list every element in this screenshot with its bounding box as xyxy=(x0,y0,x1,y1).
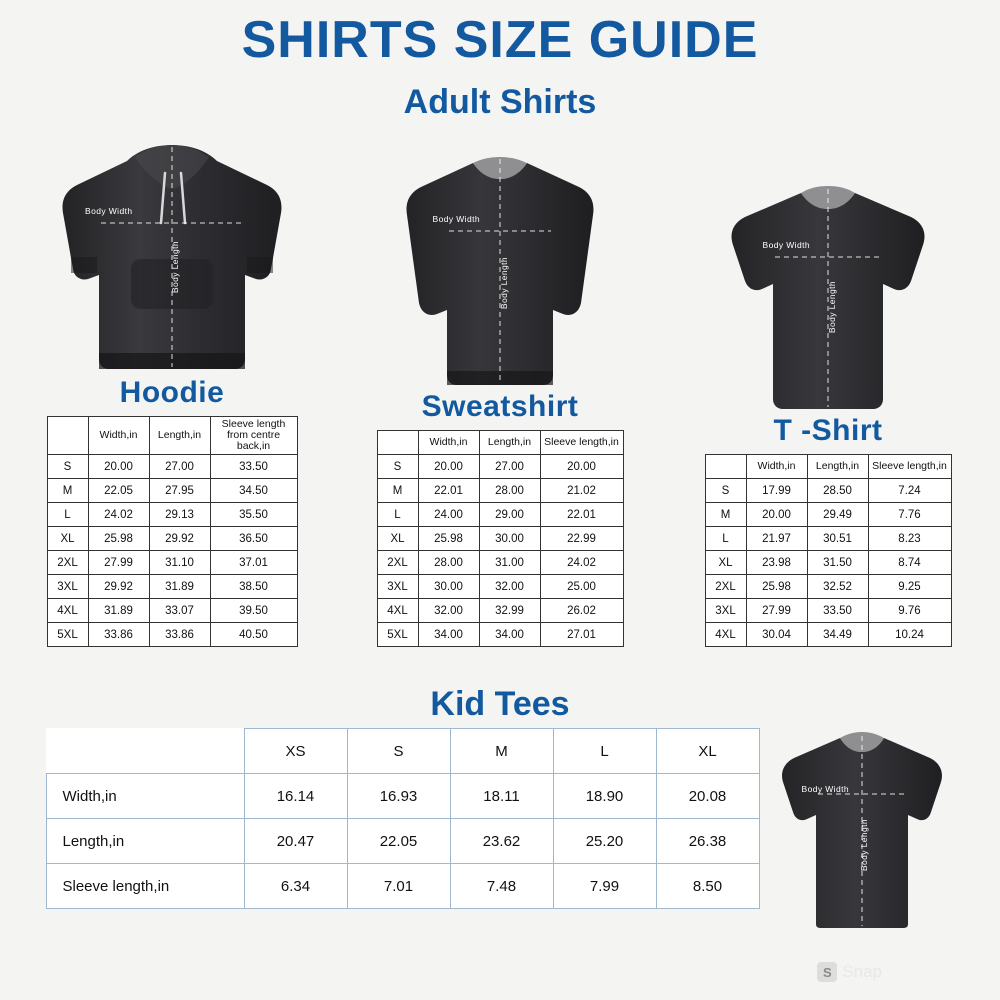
hoodie-body-width-label: Body Width xyxy=(85,206,133,217)
hoodie-body-length-label: Body Length xyxy=(170,241,181,294)
table-header-row xyxy=(46,729,759,774)
cell-value: 18.11 xyxy=(450,774,553,819)
cell-size: 5XL xyxy=(377,623,418,647)
table-row xyxy=(47,623,297,647)
cell-sleeve: 7.24 xyxy=(868,479,951,503)
table-row xyxy=(47,599,297,623)
cell-sleeve: 21.02 xyxy=(540,479,623,503)
cell-width: 23.98 xyxy=(746,551,807,575)
kid-col-xs: XS xyxy=(244,729,347,774)
cell-length: 28.50 xyxy=(807,479,868,503)
cell-value: 8.50 xyxy=(656,864,759,909)
cell-length: 29.49 xyxy=(807,503,868,527)
cell-width: 27.99 xyxy=(88,551,149,575)
cell-width: 20.00 xyxy=(746,503,807,527)
cell-length: 31.10 xyxy=(149,551,210,575)
table-header-row xyxy=(47,417,297,455)
cell-sleeve: 40.50 xyxy=(210,623,297,647)
kid-size-table xyxy=(46,728,760,909)
tshirt-col-length: Length,in xyxy=(807,455,868,479)
cell-width: 21.97 xyxy=(746,527,807,551)
page-title: SHIRTS SIZE GUIDE xyxy=(241,11,759,69)
cell-size: L xyxy=(377,503,418,527)
cell-width: 22.05 xyxy=(88,479,149,503)
table-row xyxy=(377,503,623,527)
sweatshirt-illustration xyxy=(393,148,608,388)
cell-length: 29.92 xyxy=(149,527,210,551)
kid-col-m: M xyxy=(450,729,553,774)
watermark xyxy=(817,962,882,982)
cell-length: 31.89 xyxy=(149,575,210,599)
cell-size: 2XL xyxy=(47,551,88,575)
cell-sleeve: 34.50 xyxy=(210,479,297,503)
cell-sleeve: 24.02 xyxy=(540,551,623,575)
cell-sleeve: 37.01 xyxy=(210,551,297,575)
cell-sleeve: 27.01 xyxy=(540,623,623,647)
hoodie-col-width: Width,in xyxy=(88,417,149,455)
table-row xyxy=(377,623,623,647)
hoodie-size-table xyxy=(47,416,298,647)
garment-block-tshirt xyxy=(683,172,973,647)
cell-sleeve: 8.74 xyxy=(868,551,951,575)
cell-size: S xyxy=(377,455,418,479)
table-row xyxy=(705,599,951,623)
cell-width: 24.00 xyxy=(418,503,479,527)
cell-size: M xyxy=(47,479,88,503)
cell-sleeve: 9.76 xyxy=(868,599,951,623)
table-row xyxy=(46,864,759,909)
tshirt-col-size xyxy=(705,455,746,479)
cell-width: 30.00 xyxy=(418,575,479,599)
cell-sleeve: 7.76 xyxy=(868,503,951,527)
cell-length: 33.07 xyxy=(149,599,210,623)
cell-width: 25.98 xyxy=(88,527,149,551)
table-row xyxy=(705,551,951,575)
cell-length: 34.00 xyxy=(479,623,540,647)
cell-value: 20.47 xyxy=(244,819,347,864)
cell-width: 24.02 xyxy=(88,503,149,527)
cell-width: 34.00 xyxy=(418,623,479,647)
adult-section-heading: Adult Shirts xyxy=(403,83,597,122)
cell-size: 4XL xyxy=(705,623,746,647)
tshirt-illustration xyxy=(721,172,936,412)
cell-sleeve: 22.99 xyxy=(540,527,623,551)
garment-name-hoodie: Hoodie xyxy=(119,376,225,410)
garment-name-sweatshirt: Sweatshirt xyxy=(421,390,579,424)
cell-sleeve: 36.50 xyxy=(210,527,297,551)
cell-size: 2XL xyxy=(705,575,746,599)
table-row xyxy=(377,599,623,623)
cell-size: 3XL xyxy=(705,599,746,623)
cell-width: 20.00 xyxy=(418,455,479,479)
table-row xyxy=(705,623,951,647)
kid-tshirt-illustration xyxy=(770,728,955,923)
cell-length: 30.51 xyxy=(807,527,868,551)
table-row xyxy=(47,503,297,527)
cell-value: 16.14 xyxy=(244,774,347,819)
table-row xyxy=(47,575,297,599)
cell-value: 26.38 xyxy=(656,819,759,864)
table-row xyxy=(47,551,297,575)
kid-col-blank xyxy=(46,729,244,774)
cell-width: 33.86 xyxy=(88,623,149,647)
cell-width: 31.89 xyxy=(88,599,149,623)
cell-width: 20.00 xyxy=(88,455,149,479)
sweatshirt-size-table xyxy=(377,430,624,647)
hoodie-illustration xyxy=(57,134,287,374)
tshirt-col-sleeve: Sleeve length,in xyxy=(868,455,951,479)
kid-row-label: Length,in xyxy=(46,819,244,864)
cell-width: 30.04 xyxy=(746,623,807,647)
cell-length: 34.49 xyxy=(807,623,868,647)
cell-length: 27.95 xyxy=(149,479,210,503)
table-row xyxy=(377,527,623,551)
sweatshirt-col-size xyxy=(377,431,418,455)
cell-width: 29.92 xyxy=(88,575,149,599)
sweatshirt-body-length-label: Body Length xyxy=(498,257,509,310)
garment-block-sweatshirt xyxy=(355,148,645,647)
cell-size: 4XL xyxy=(47,599,88,623)
table-row xyxy=(705,527,951,551)
cell-value: 16.93 xyxy=(347,774,450,819)
cell-size: XL xyxy=(377,527,418,551)
cell-size: 3XL xyxy=(377,575,418,599)
table-row xyxy=(47,455,297,479)
cell-sleeve: 8.23 xyxy=(868,527,951,551)
tshirt-body-width-label: Body Width xyxy=(762,240,810,251)
kid-section-heading: Kid Tees xyxy=(430,685,570,724)
cell-length: 27.00 xyxy=(149,455,210,479)
cell-width: 22.01 xyxy=(418,479,479,503)
cell-value: 22.05 xyxy=(347,819,450,864)
kid-row-label: Width,in xyxy=(46,774,244,819)
cell-size: L xyxy=(47,503,88,527)
sweatshirt-col-width: Width,in xyxy=(418,431,479,455)
cell-width: 27.99 xyxy=(746,599,807,623)
kid-col-xl: XL xyxy=(656,729,759,774)
cell-value: 25.20 xyxy=(553,819,656,864)
cell-value: 7.99 xyxy=(553,864,656,909)
kid-body-width-label: Body Width xyxy=(801,784,849,795)
cell-sleeve: 38.50 xyxy=(210,575,297,599)
hoodie-col-size xyxy=(47,417,88,455)
kid-row-label: Sleeve length,in xyxy=(46,864,244,909)
table-row xyxy=(705,503,951,527)
tshirt-body-length-label: Body Length xyxy=(826,281,837,334)
table-row xyxy=(377,551,623,575)
cell-length: 29.00 xyxy=(479,503,540,527)
cell-value: 18.90 xyxy=(553,774,656,819)
cell-value: 7.48 xyxy=(450,864,553,909)
cell-width: 28.00 xyxy=(418,551,479,575)
cell-value: 6.34 xyxy=(244,864,347,909)
cell-width: 25.98 xyxy=(746,575,807,599)
cell-value: 23.62 xyxy=(450,819,553,864)
table-row xyxy=(47,479,297,503)
kid-body-length-label: Body Length xyxy=(858,819,869,872)
garment-name-tshirt: T -Shirt xyxy=(773,414,883,448)
cell-size: L xyxy=(705,527,746,551)
tshirt-size-table xyxy=(705,454,952,647)
cell-length: 31.50 xyxy=(807,551,868,575)
cell-size: 2XL xyxy=(377,551,418,575)
table-row xyxy=(377,575,623,599)
cell-size: XL xyxy=(705,551,746,575)
cell-sleeve: 25.00 xyxy=(540,575,623,599)
cell-sleeve: 10.24 xyxy=(868,623,951,647)
table-row xyxy=(377,479,623,503)
cell-sleeve: 9.25 xyxy=(868,575,951,599)
cell-sleeve: 20.00 xyxy=(540,455,623,479)
cell-size: S xyxy=(47,455,88,479)
table-header-row xyxy=(377,431,623,455)
cell-size: M xyxy=(377,479,418,503)
cell-size: 3XL xyxy=(47,575,88,599)
adult-garments-row xyxy=(0,134,1000,647)
cell-size: 4XL xyxy=(377,599,418,623)
cell-sleeve: 33.50 xyxy=(210,455,297,479)
sweatshirt-body-width-label: Body Width xyxy=(432,214,480,225)
table-row xyxy=(377,455,623,479)
table-header-row xyxy=(705,455,951,479)
table-row xyxy=(46,819,759,864)
table-row xyxy=(705,479,951,503)
cell-width: 25.98 xyxy=(418,527,479,551)
watermark-text: Snap xyxy=(842,962,882,981)
cell-size: M xyxy=(705,503,746,527)
sweatshirt-col-length: Length,in xyxy=(479,431,540,455)
cell-length: 30.00 xyxy=(479,527,540,551)
watermark-badge-icon: S xyxy=(817,962,837,982)
table-row xyxy=(705,575,951,599)
cell-length: 32.00 xyxy=(479,575,540,599)
cell-size: S xyxy=(705,479,746,503)
cell-value: 20.08 xyxy=(656,774,759,819)
cell-size: XL xyxy=(47,527,88,551)
kid-col-l: L xyxy=(553,729,656,774)
cell-length: 32.52 xyxy=(807,575,868,599)
cell-sleeve: 39.50 xyxy=(210,599,297,623)
cell-length: 33.50 xyxy=(807,599,868,623)
table-row xyxy=(47,527,297,551)
cell-width: 32.00 xyxy=(418,599,479,623)
kid-col-s: S xyxy=(347,729,450,774)
cell-value: 7.01 xyxy=(347,864,450,909)
garment-block-hoodie xyxy=(27,134,317,647)
cell-length: 31.00 xyxy=(479,551,540,575)
cell-sleeve: 35.50 xyxy=(210,503,297,527)
kid-tees-block xyxy=(0,728,1000,923)
tshirt-col-width: Width,in xyxy=(746,455,807,479)
hoodie-col-length: Length,in xyxy=(149,417,210,455)
cell-sleeve: 26.02 xyxy=(540,599,623,623)
table-row xyxy=(46,774,759,819)
cell-length: 27.00 xyxy=(479,455,540,479)
cell-length: 33.86 xyxy=(149,623,210,647)
cell-length: 29.13 xyxy=(149,503,210,527)
cell-length: 32.99 xyxy=(479,599,540,623)
cell-width: 17.99 xyxy=(746,479,807,503)
sweatshirt-col-sleeve: Sleeve length,in xyxy=(540,431,623,455)
cell-size: 5XL xyxy=(47,623,88,647)
cell-length: 28.00 xyxy=(479,479,540,503)
cell-sleeve: 22.01 xyxy=(540,503,623,527)
hoodie-col-sleeve: Sleeve length from centre back,in xyxy=(210,417,297,455)
